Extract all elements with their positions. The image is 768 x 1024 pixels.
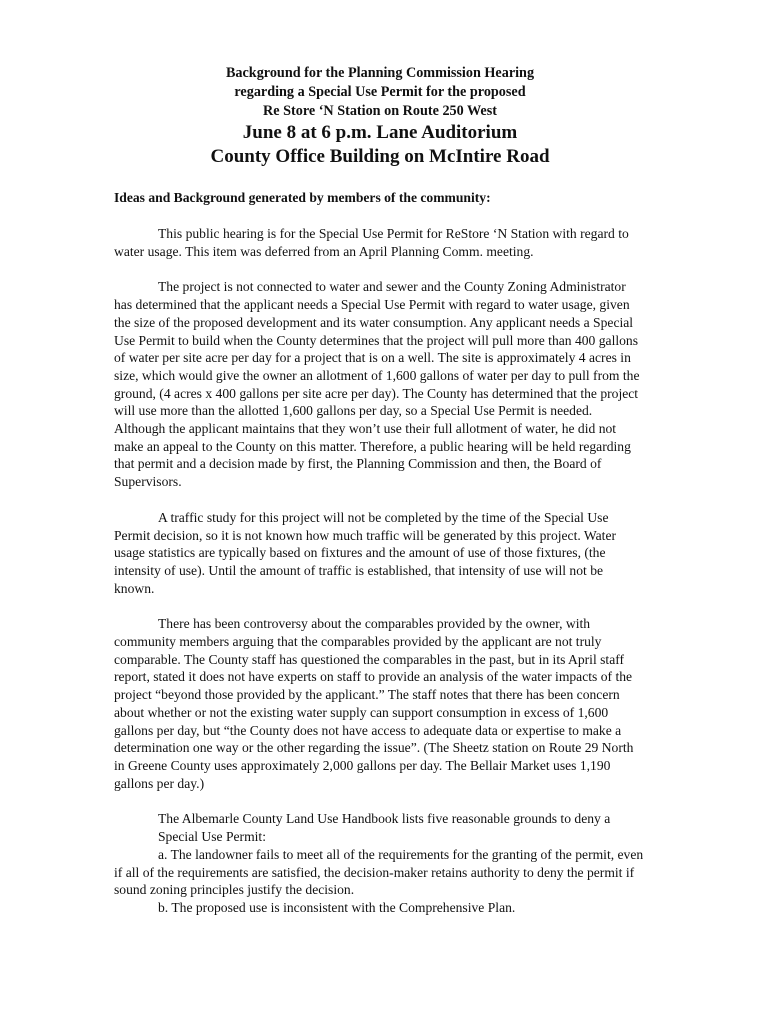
paragraph-hearing-purpose: This public hearing is for the Special Use Permit for ReStore ‘N Station with regard to water usage. This item was deferred from an April Planning Comm. meeting. [114, 226, 629, 259]
title-line-location: County Office Building on McIntire Road [210, 146, 550, 167]
paragraph-handbook-intro: The Albemarle County Land Use Handbook lists five reasonable grounds to deny a Special Use Permit: [158, 811, 611, 845]
document-page [114, 64, 646, 917]
title-line-2: regarding a Special Use Permit for the proposed [234, 84, 526, 100]
list-item-a: a. The landowner fails to meet all of the requirements for the granting of the permit, even if all of the requirements are satisfied, the decision-maker retains authority to deny the permit if sound zoning principles justify the decision. [114, 846, 644, 898]
document-title [114, 64, 646, 169]
paragraph-water-permit: The project is not connected to water and sewer and the County Zoning Administrator has determined that the applicant needs a Special Use Permit with regard to water usage, given the size of the proposed development and its water consumption. Any applicant needs a Special Use Permit to build when the County determines that the project will pull more than 400 gallons of water per site acre per day for a project that is on a well. The site is approximately 4 acres in size, which would give the owner an allotment of 1,600 gallons of water per day to pull from the ground, (4 acres x 400 gallons per site acre per day). The County has determined that the project will use more than the allotted 1,600 gallons per day, so a Special Use Permit is needed. Although the applicant maintains that they won’t use their full allotment of water, he did not make an appeal to the County on this matter. Therefore, a public hearing will be held regarding that permit and a decision made by first, the Planning Commission and then, the Board of Supervisors. [114, 279, 640, 490]
title-line-date: June 8 at 6 p.m. Lane Auditorium [242, 122, 518, 143]
title-line-1: Background for the Planning Commission Hearing [225, 65, 535, 81]
list-item-b: b. The proposed use is inconsistent with the Comprehensive Plan. [158, 899, 516, 915]
paragraph-comparables: There has been controversy about the comparables provided by the owner, with community members arguing that the comparables provided by the applicant are not truly comparable. The County staff has questioned the comparables in the past, but in its April staff report, stated it does not have experts on staff to provide an analysis of the water impacts of the project “beyond those provided by the applicant.” The staff notes that there has been concern about whether or not the existing water supply can support consumption in excess of 1,600 gallons per day, but “the County does not have access to adequate data or expertise to make a determination one way or the other regarding the issue”. (The Sheetz station on Route 29 North in Greene County uses approximately 2,000 gallons per day. The Bellair Market uses 1,190 gallons per day.) [114, 616, 634, 791]
paragraph-traffic-study: A traffic study for this project will not be completed by the time of the Special Use Permit decision, so it is not known how much traffic will be generated by this project. Water usage statistics are typically based on fixtures and the amount of use of those fixtures, (the intensity of use). Until the amount of traffic is established, that intensity of use will not be known. [114, 509, 617, 596]
title-line-3: Re Store ‘N Station on Route 250 West [263, 103, 497, 119]
section-heading: Ideas and Background generated by members of the community: [114, 190, 491, 205]
